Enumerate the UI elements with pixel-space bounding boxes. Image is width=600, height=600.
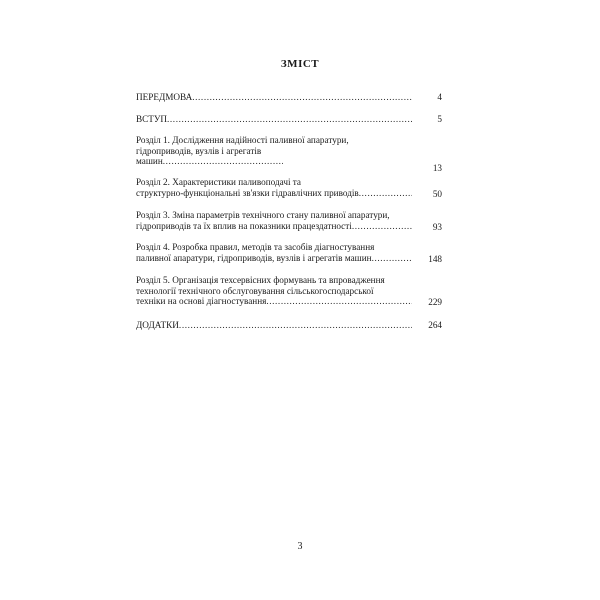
- page-title: ЗМІСТ: [280, 58, 320, 70]
- toc-entry-title: ПЕРЕДМОВА: [136, 92, 193, 102]
- toc-entry-title-line: Розділ 4. Розробка правил, методів та засобів діагностування: [136, 242, 375, 252]
- toc-entry-title: техніки на основі діагностування: [136, 296, 267, 306]
- toc-entry-page: 50: [432, 188, 442, 199]
- toc-entry-chapter-4[interactable]: [136, 242, 442, 263]
- toc-entry-last-line: [136, 296, 442, 307]
- dot-leader: [179, 320, 412, 331]
- dot-leader: [352, 221, 412, 232]
- toc-entry-title-line: Розділ 5. Організація техсервісних формувань та впровадження: [136, 275, 385, 285]
- toc-entry-title: паливної апаратури, гідроприводів, вузлів і агрегатів машин: [136, 252, 372, 263]
- toc-entry-chapter-5[interactable]: [136, 275, 442, 307]
- toc-entry-page: 5: [437, 114, 442, 124]
- toc-entry-last-line: [136, 114, 442, 125]
- toc-entry-last-line: [136, 253, 442, 264]
- toc-entry-title-line: Розділ 1. Дослідження надійності паливної апаратури,: [136, 135, 349, 145]
- toc-entry-page: 13: [432, 163, 442, 173]
- toc-entry-last-line: [136, 156, 442, 173]
- toc-entry-page: 4: [437, 92, 442, 102]
- toc-entry-title: ВСТУП: [136, 114, 168, 124]
- toc-entry-title-line: Розділ 2. Характеристики паливоподачі та: [136, 177, 302, 187]
- toc-entry-last-line: [136, 92, 442, 103]
- toc-entry-chapter-2[interactable]: [136, 177, 442, 198]
- toc-entry-page: 264: [428, 320, 442, 330]
- toc-entry-title-line: технології технічного обслуговування сільськогосподарської: [136, 285, 374, 296]
- dot-leader: [167, 114, 412, 125]
- toc-entry-last-line: [136, 188, 442, 199]
- toc-entry-introduction[interactable]: [136, 114, 442, 125]
- toc-entry-title: гідроприводів та їх вплив на показники працездатності: [136, 220, 352, 231]
- toc-entry-title: структурно-функціональні зв'язки гідравлічних приводів: [136, 187, 359, 198]
- toc-entry-last-line: [136, 320, 442, 331]
- toc-entry-chapter-1[interactable]: [136, 135, 442, 173]
- dot-leader: [266, 296, 412, 307]
- toc-entry-page: 229: [428, 297, 442, 307]
- page-number: 3: [297, 541, 303, 552]
- dot-leader: [192, 92, 412, 103]
- toc-entry-title-line: Розділ 3. Зміна параметрів технічного стану паливної апаратури,: [136, 210, 390, 220]
- dot-leader: [163, 156, 283, 167]
- dot-leader: [372, 253, 412, 264]
- toc-entry-page: 148: [428, 253, 442, 264]
- toc-entry-title: ДОДАТКИ: [136, 320, 179, 330]
- toc-entry-foreword[interactable]: [136, 92, 442, 103]
- dot-leader: [359, 188, 412, 199]
- toc-entry-last-line: [136, 221, 442, 232]
- toc-entry-chapter-3[interactable]: [136, 210, 442, 231]
- toc-entry-title-line: гідроприводів, вузлів і агрегатів: [136, 145, 262, 156]
- toc-entry-appendices[interactable]: [136, 320, 442, 331]
- toc-entry-title: машин: [136, 156, 163, 166]
- toc-entry-page: 93: [432, 221, 442, 232]
